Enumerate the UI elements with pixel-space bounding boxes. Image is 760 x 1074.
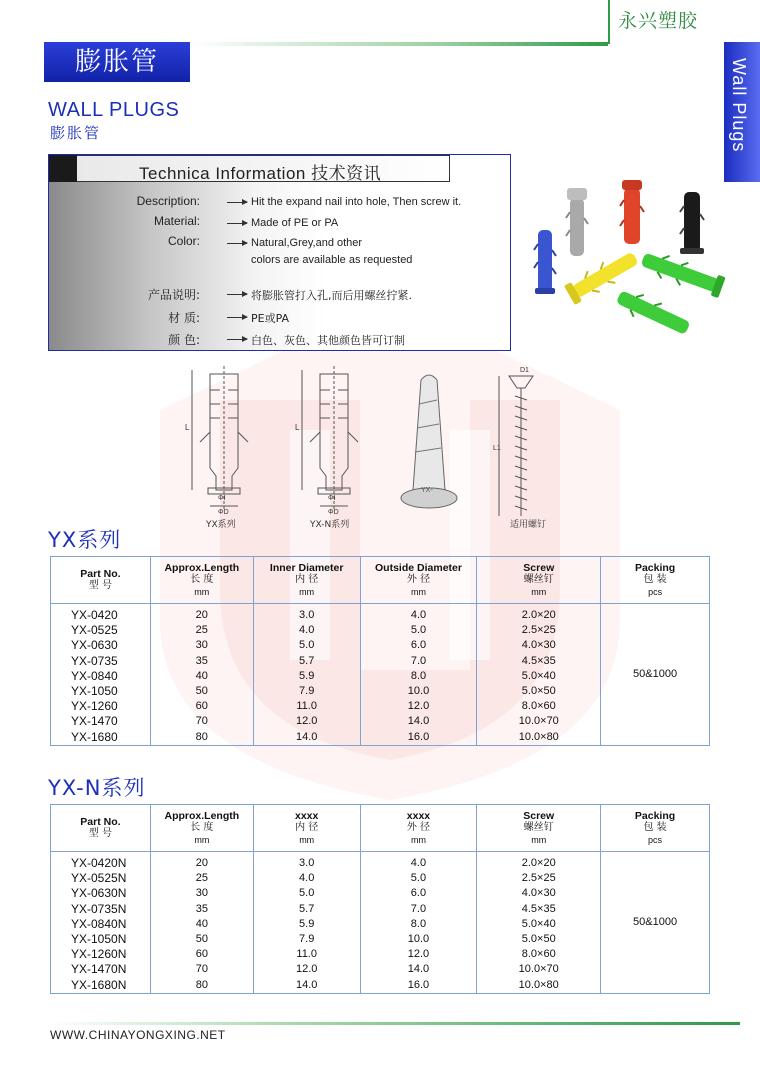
arrow-icon bbox=[227, 317, 247, 318]
spec-table-yx bbox=[50, 556, 710, 746]
arrow-icon bbox=[227, 243, 247, 244]
col-header-outer: Outside Diameter 外 径 mm bbox=[360, 557, 477, 604]
info-value-color-extra: colors are available as requested bbox=[251, 254, 413, 266]
table-header-row bbox=[51, 557, 710, 604]
category-title: 膨胀管 bbox=[44, 42, 190, 82]
col-length-values: 20 25 30 35 40 50 60 70 80 bbox=[150, 852, 253, 994]
plug-blue bbox=[534, 230, 556, 294]
col-header-outer: xxxx 外 径 mm bbox=[360, 805, 477, 852]
col-header-packing: Packing 包 装 pcs bbox=[601, 557, 710, 604]
info-heading-bar bbox=[77, 155, 450, 182]
col-header-screw: Screw 螺丝钉 mm bbox=[477, 557, 601, 604]
drawing-yx-dim-phi-i: ΦI bbox=[218, 495, 226, 502]
info-label-material-cn: 材 质: bbox=[168, 311, 200, 325]
col-header-packing: Packing 包 装 pcs bbox=[601, 805, 710, 852]
info-value-color-cn: 白色、灰色、其他颜色皆可订制 bbox=[251, 334, 405, 347]
info-heading: Technica Information 技术资讯 bbox=[139, 164, 382, 183]
series-title-yx-n: YX-N系列 bbox=[48, 776, 146, 800]
drawing-screw-dim-l1: L1 bbox=[493, 445, 501, 452]
info-value-material-cn: PE或PA bbox=[251, 312, 290, 325]
col-header-length: Approx.Length 长 度 mm bbox=[150, 805, 253, 852]
drawing-caption-yx: YX系列 bbox=[206, 520, 236, 530]
packing-value: 50&1000 bbox=[601, 604, 710, 746]
arrow-icon bbox=[227, 202, 247, 203]
info-label-color: Color: bbox=[167, 234, 200, 248]
drawing-caption-screw: 适用螺钉 bbox=[510, 520, 547, 530]
col-part-values: YX-0420N YX-0525N YX-0630N YX-0735N YX-0840N YX-1050N YX-1260N YX-1470N YX-1680N bbox=[51, 852, 151, 994]
col-header-inner: xxxx 内 径 mm bbox=[253, 805, 360, 852]
footer-website: WWW.CHINAYONGXING.NET bbox=[50, 1028, 226, 1042]
info-value-description-cn: 将膨胀管打入孔,而后用螺丝拧紧. bbox=[251, 289, 412, 302]
drawing-yx-n-dim-phi-d: ΦD bbox=[328, 509, 339, 516]
col-inner-values: 3.0 4.0 5.0 5.7 5.9 7.9 11.0 12.0 14.0 bbox=[253, 604, 360, 746]
info-value-material: Made of PE or PA bbox=[251, 217, 339, 229]
plug-green-2 bbox=[614, 286, 693, 340]
arrow-icon bbox=[227, 294, 247, 295]
info-value-color: Natural,Grey,and other bbox=[251, 237, 363, 249]
side-tab-label: Wall Plugs bbox=[729, 58, 749, 153]
product-photo bbox=[520, 170, 740, 350]
drawing-yx-dim-phi-d: ΦD bbox=[218, 509, 229, 516]
header-rule bbox=[190, 42, 608, 46]
col-inner-values: 3.0 4.0 5.0 5.7 5.9 7.9 11.0 12.0 14.0 bbox=[253, 852, 360, 994]
col-outer-values: 4.0 5.0 6.0 7.0 8.0 10.0 12.0 14.0 16.0 bbox=[360, 852, 477, 994]
info-heading-marker bbox=[49, 155, 77, 182]
info-label-material: Material: bbox=[153, 214, 200, 228]
plug-red bbox=[620, 180, 644, 244]
series-title-yx: YX系列 bbox=[48, 528, 122, 552]
col-header-screw: Screw 螺丝钉 mm bbox=[477, 805, 601, 852]
drawing-screw-dim-d1: D1 bbox=[520, 367, 529, 374]
col-length-values: 20 25 30 35 40 50 60 70 80 bbox=[150, 604, 253, 746]
drawing-yx-dim-l: L bbox=[185, 423, 190, 432]
table-body bbox=[51, 604, 710, 746]
side-tab bbox=[724, 42, 760, 182]
drawing-yx bbox=[192, 366, 248, 510]
drawing-yx-n bbox=[302, 366, 358, 510]
col-header-inner: Inner Diameter 内 径 mm bbox=[253, 557, 360, 604]
drawing-yx-n-dim-l: L bbox=[295, 423, 300, 432]
col-part-values: YX-0420 YX-0525 YX-0630 YX-0735 YX-0840 YX-1050 YX-1260 YX-1470 YX-1680 bbox=[51, 604, 151, 746]
arrow-icon bbox=[227, 223, 247, 224]
col-outer-values: 4.0 5.0 6.0 7.0 8.0 10.0 12.0 14.0 16.0 bbox=[360, 604, 477, 746]
drawing-plug-3d-stamp: YX- bbox=[421, 487, 433, 494]
info-label-description: Description: bbox=[136, 194, 200, 208]
info-label-description-cn: 产品说明: bbox=[147, 288, 200, 302]
page-title: WALL PLUGS bbox=[48, 99, 180, 121]
brand-name: 永兴塑胶 bbox=[618, 10, 699, 32]
arrow-icon bbox=[227, 339, 247, 340]
technical-drawings bbox=[180, 360, 560, 535]
plug-green bbox=[639, 248, 726, 299]
plug-grey bbox=[566, 188, 588, 256]
footer-rule bbox=[48, 1022, 740, 1025]
col-screw-values: 2.0×20 2.5×25 4.0×30 4.5×35 5.0×40 5.0×50 8.0×60 10.0×70 10.0×80 bbox=[477, 604, 601, 746]
page-subtitle: 膨胀管 bbox=[50, 124, 102, 142]
technical-info-panel bbox=[48, 154, 511, 351]
info-label-color-cn: 颜 色: bbox=[168, 333, 200, 347]
drawing-screw bbox=[499, 376, 533, 516]
col-header-part: Part No. 型 号 bbox=[51, 805, 151, 852]
packing-value: 50&1000 bbox=[601, 852, 710, 994]
drawing-caption-yx-n: YX-N系列 bbox=[310, 520, 350, 530]
header-divider bbox=[608, 0, 610, 44]
col-header-length: Approx.Length 长 度 mm bbox=[150, 557, 253, 604]
table-body bbox=[51, 852, 710, 994]
spec-table-yx-n bbox=[50, 804, 710, 994]
col-screw-values: 2.0×20 2.5×25 4.0×30 4.5×35 5.0×40 5.0×50 8.0×60 10.0×70 10.0×80 bbox=[477, 852, 601, 994]
col-header-part: Part No. 型 号 bbox=[51, 557, 151, 604]
drawing-yx-n-dim-phi-i: ΦI bbox=[328, 495, 336, 502]
plug-black bbox=[680, 192, 704, 254]
table-header-row bbox=[51, 805, 710, 852]
info-value-description: Hit the expand nail into hole, Then screw it. bbox=[251, 196, 462, 208]
